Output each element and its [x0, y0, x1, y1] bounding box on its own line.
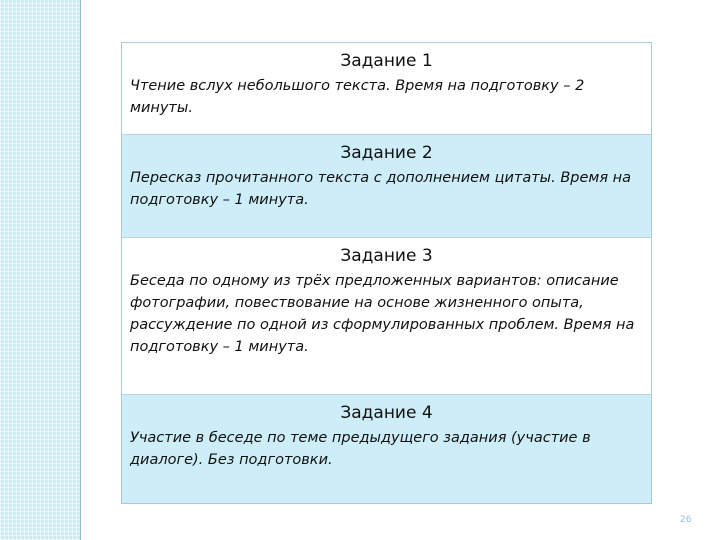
- task-row-2: [122, 134, 651, 237]
- task-title: Задание 1: [340, 51, 433, 71]
- side-divider: [80, 0, 81, 540]
- task-description: Чтение вслух небольшого текста. Время на подготовку – 2 минуты.: [130, 78, 585, 116]
- task-title: Задание 3: [340, 246, 433, 266]
- task-row-4: [122, 394, 651, 503]
- task-row-3: [122, 237, 651, 394]
- tasks-table: [121, 42, 652, 504]
- task-title: Задание 2: [340, 143, 433, 163]
- task-description: Пересказ прочитанного текста с дополнением цитаты. Время на подготовку – 1 минута.: [130, 170, 632, 208]
- page-number: 26: [680, 515, 692, 525]
- task-description: Участие в беседе по теме предыдущего задания (участие в диалоге). Без подготовки.: [130, 430, 591, 468]
- task-description: Беседа по одному из трёх предложенных вариантов: описание фотографии, повествование на основе жизненного опыта, рассуждение по одной из сформулированных проблем. Время на подготовку – 1 минута.: [130, 273, 635, 355]
- task-title: Задание 4: [340, 403, 433, 423]
- decorative-side-band: [0, 0, 80, 540]
- task-row-1: [122, 43, 651, 134]
